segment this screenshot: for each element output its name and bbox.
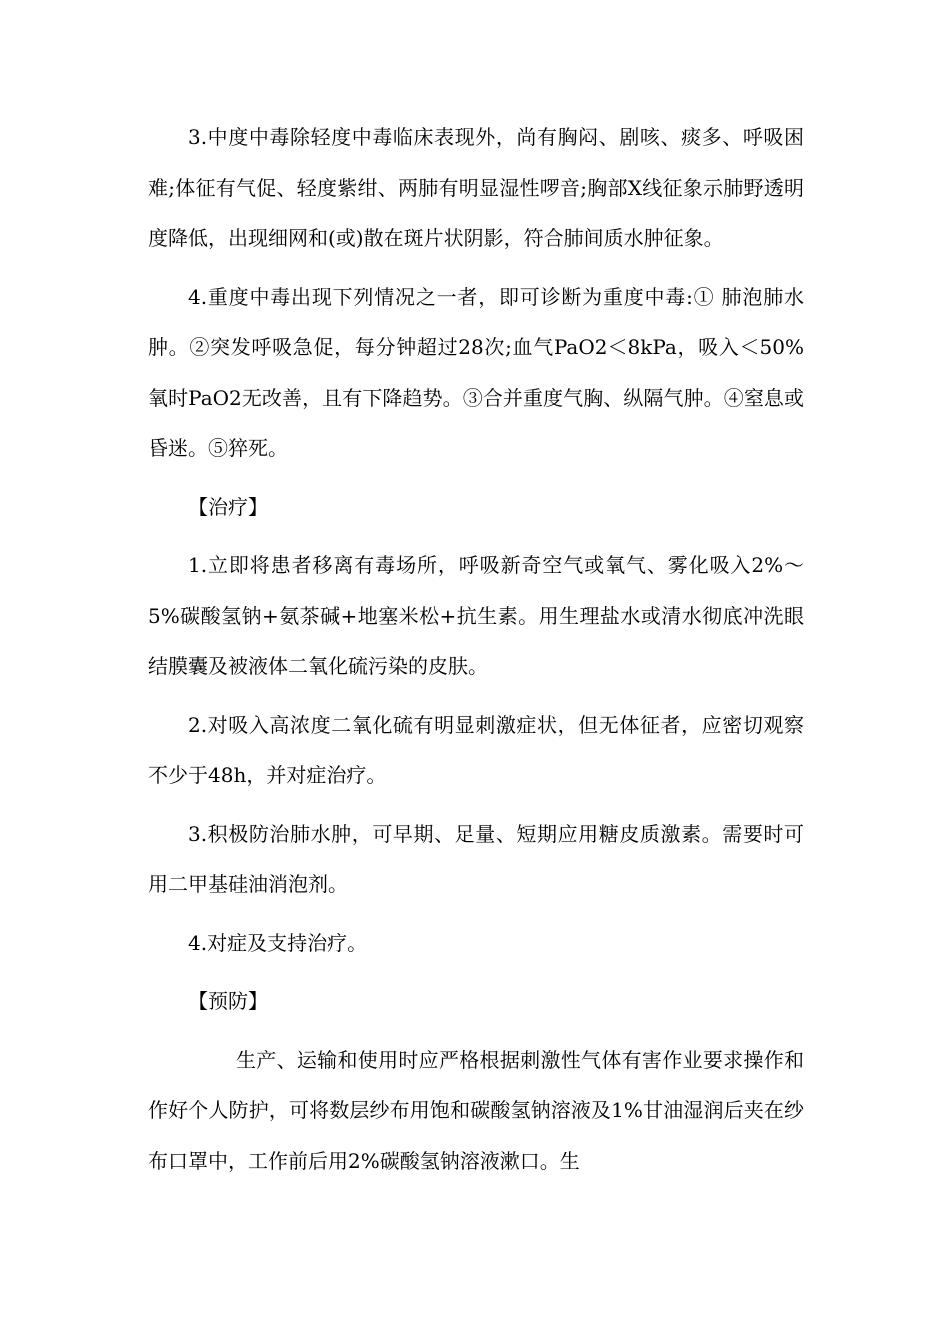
section-heading-treatment: 【治疗】 — [188, 494, 268, 519]
document-body — [148, 112, 804, 1194]
paragraph-treatment-1: 1.立即将患者移离有毒场所，呼吸新奇空气或氧气、雾化吸入2%～5%碳酸氢钠+氨茶碱+地塞米松+抗生素。用生理盐水或清水彻底冲洗眼结膜囊及被液体二氧化硫污染的皮肤。 — [148, 553, 804, 678]
paragraph-treatment-3: 3.积极防治肺水肿，可早期、足量、短期应用糖皮质激素。需要时可用二甲基硅油消泡剂。 — [148, 821, 804, 896]
section-heading-prevention: 【预防】 — [188, 989, 268, 1013]
paragraph-treatment-4: 4.对症及支持治疗。 — [188, 930, 368, 955]
paragraph-moderate-poisoning: 3.中度中毒除轻度中毒临床表现外，尚有胸闷、剧咳、痰多、呼吸困难;体征有气促、轻度紫绀、两肺有明显湿性啰音;胸部X线征象示肺野透明度降低，出现细网和(或)散在斑片状阴影，符合肺间质水肿征象。 — [148, 125, 804, 250]
paragraph-severe-poisoning: 4.重度中毒出现下列情况之一者，即可诊断为重度中毒:① 肺泡肺水肿。②突发呼吸急促，每分钟超过28次;血气PaO2＜8kPa，吸入＜50%氧时PaO2无改善，且有下降趋势。③合并重度气胸、纵隔气肿。④窒息或昏迷。⑤猝死。 — [148, 284, 804, 460]
paragraph-prevention: 生产、运输和使用时应严格根据刺激性气体有害作业要求操作和作好个人防护，可将数层纱布用饱和碳酸氢钠溶液及1%甘油湿润后夹在纱布口罩中，工作前后用2%碳酸氢钠溶液漱口。生 — [148, 1047, 804, 1173]
paragraph-treatment-2: 2.对吸入高浓度二氧化硫有明显刺激症状，但无体征者，应密切观察不少于48h，并对症治疗。 — [148, 712, 804, 787]
